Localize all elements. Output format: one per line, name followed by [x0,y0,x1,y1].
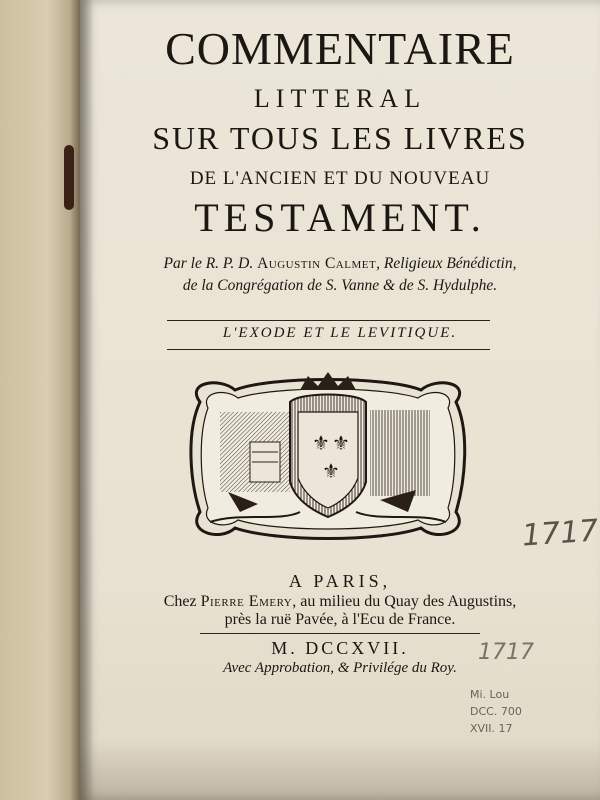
svg-text:⚜: ⚜ [322,459,340,483]
left-page [0,0,80,800]
title-testament: TESTAMENT. [194,195,486,240]
svg-text:⚜: ⚜ [332,431,350,455]
author-name: Augustin Calmet [257,255,377,272]
title-litteral: LITTERAL [253,84,427,113]
title-commentaire: COMMENTAIRE [165,23,515,74]
pencil-line-1: Mi. Lou [470,688,510,701]
imprint-printer [80,593,600,611]
margin-year-annotation-2: 1717 [478,640,534,665]
title-ancien-nouveau: DE L'ANCIEN ET DU NOUVEAU [189,168,491,189]
section-title: L'EXODE ET LE LEVITIQUE. [222,325,458,341]
page-fold [70,0,80,800]
divider-bottom [167,349,490,350]
author-line-1 [80,255,600,273]
pencil-line-3: XVII. 17 [470,722,513,735]
title-sur-tous: SUR TOUS LES LIVRES [152,120,528,156]
printer-prefix: Chez [163,593,197,610]
bookmark-ribbon [64,145,74,210]
divider-top [167,320,490,321]
author-line-2: de la Congrégation de S. Vanne & de S. Hydulphe. [182,277,498,294]
divider-date [200,633,480,634]
author-prefix: Par le R. P. D. [163,255,254,272]
pencil-line-2: DCC. 700 [470,705,522,718]
printer-vignette [180,372,476,544]
approbation-line: Avec Approbation, & Privilége du Roy. [223,660,457,676]
pencil-annotation [470,686,522,737]
imprint-address: près la ruë Pavée, à l'Ecu de France. [224,611,456,628]
imprint-date: M. DCCXVII. [271,638,409,658]
margin-year-annotation: 1717 [520,513,600,554]
author-role: , Religieux Bénédictin, [376,255,517,272]
page-bottom-shadow [80,740,600,800]
printer-address: , au milieu du Quay des Augustins, [292,593,517,610]
printer-name: Pierre Emery [200,593,293,610]
imprint-place: A PARIS, [288,571,392,591]
svg-text:⚜: ⚜ [312,431,330,455]
